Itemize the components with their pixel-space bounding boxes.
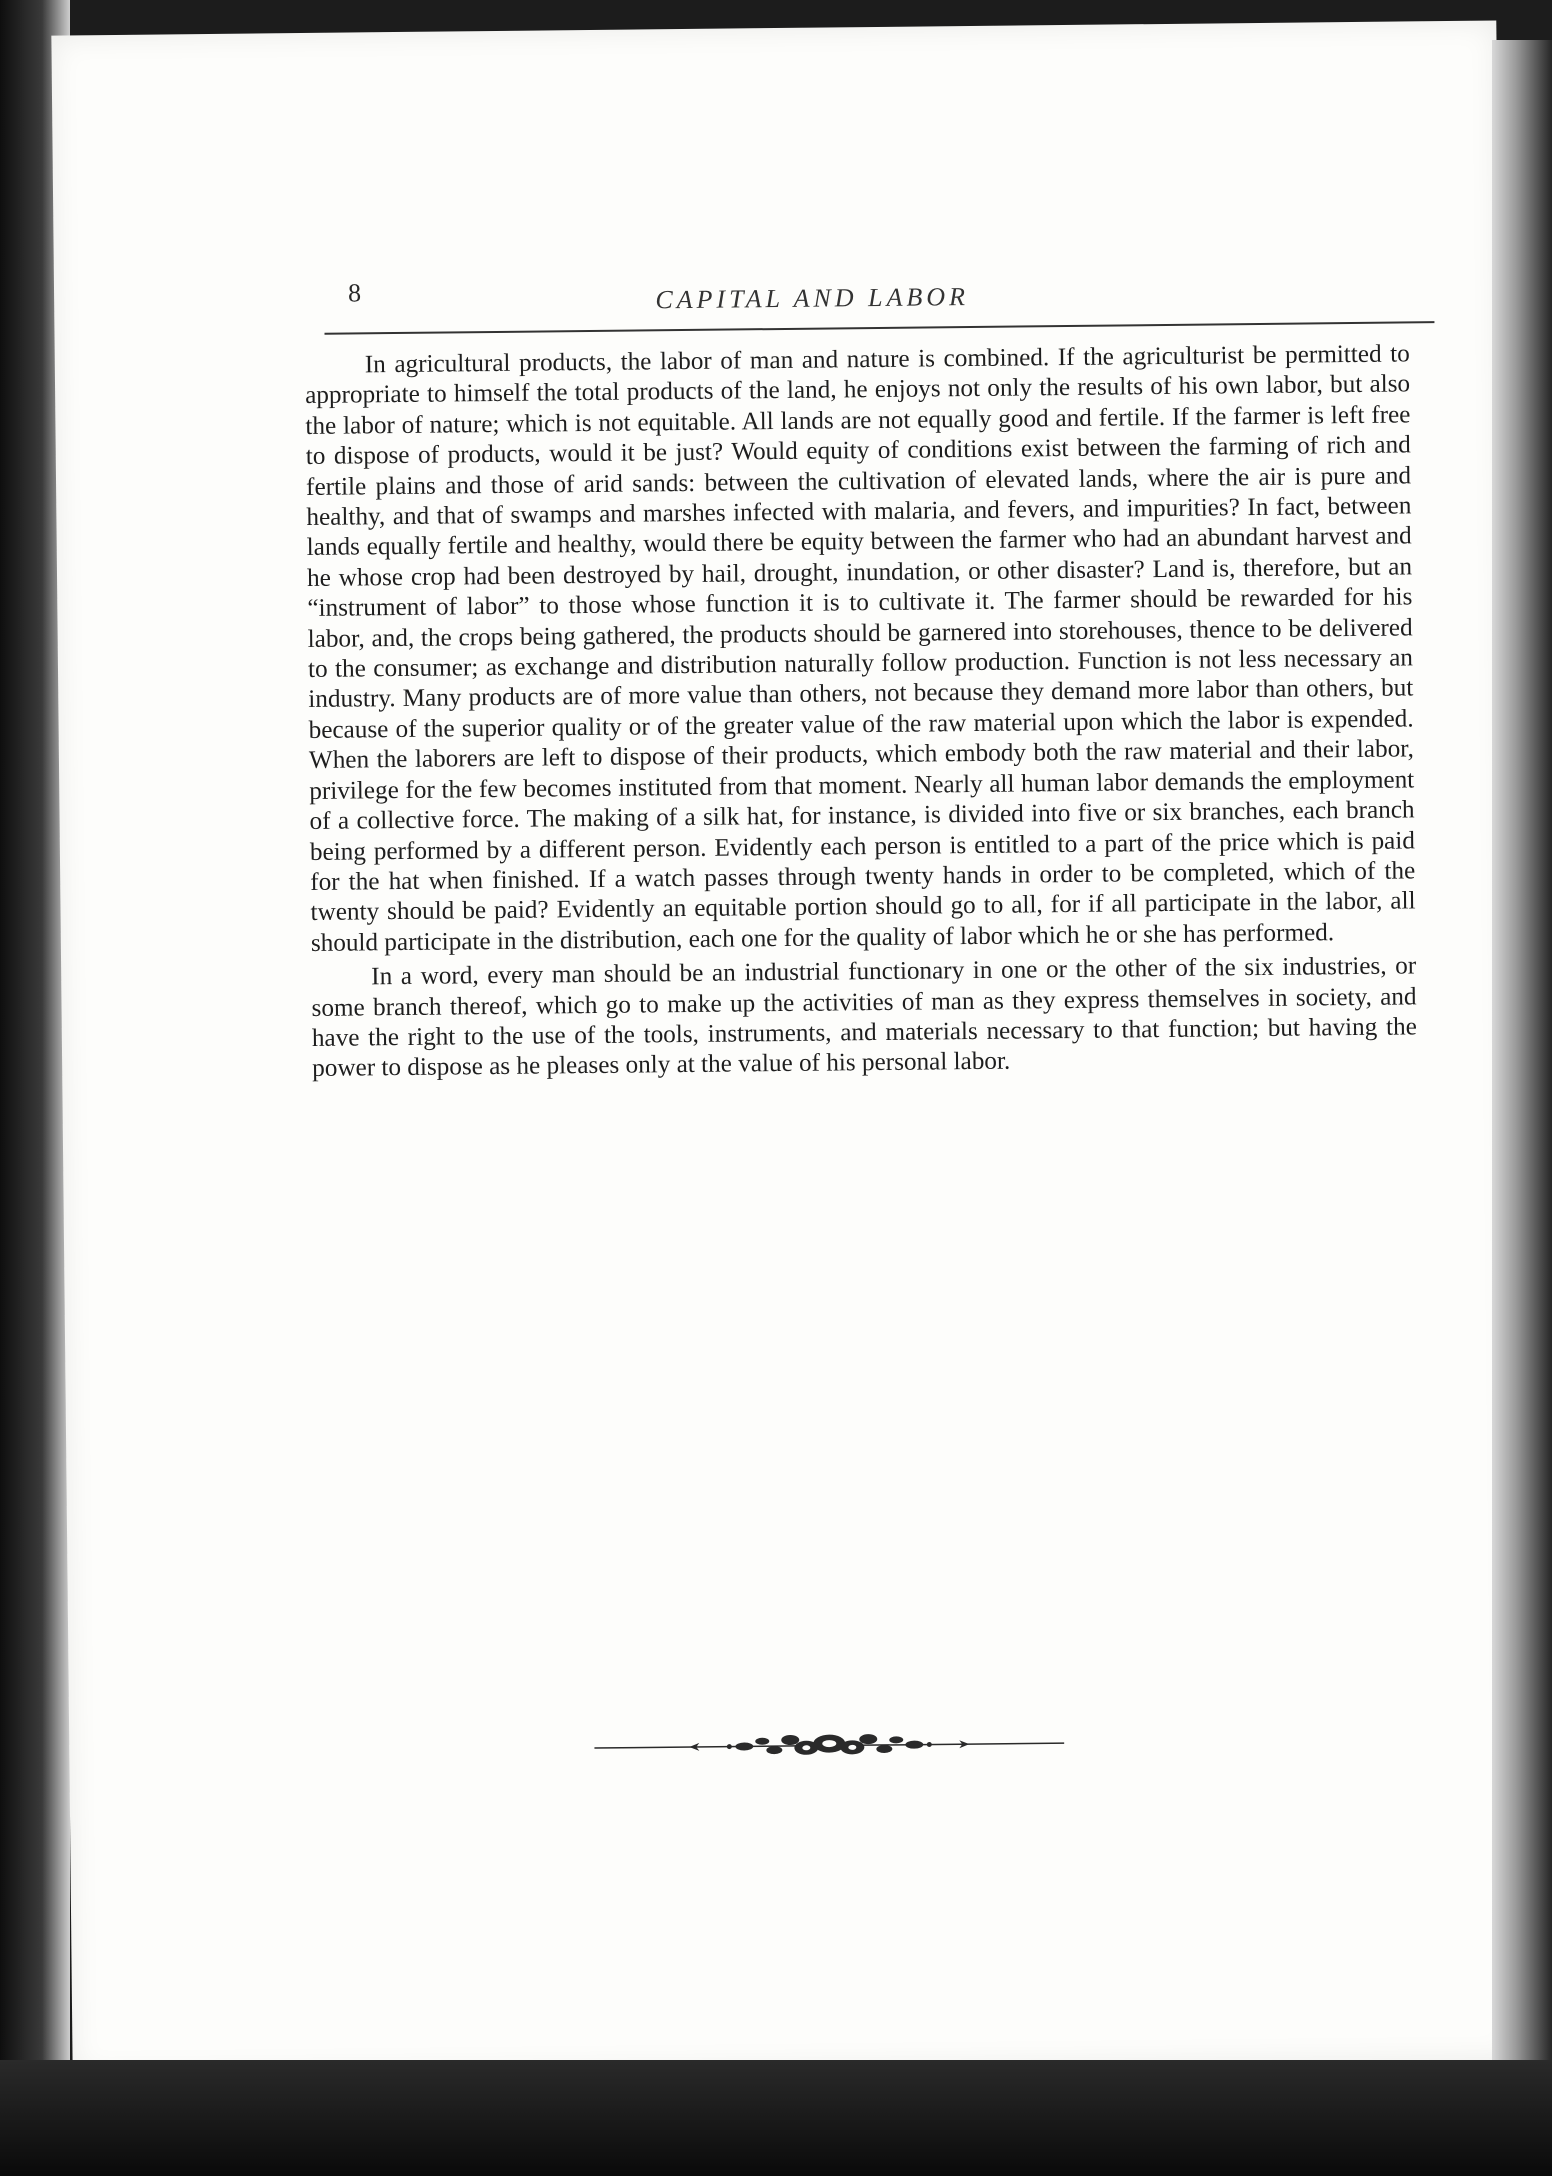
paragraph-1: In agricultural products, the labor of man and nature is combined. If the agriculturist be permitted to appropriate to himself the total products of the land, he enjoys not only the results of his own labor, but also the labor of nature; which is not equitable. All lands are not equally good and fertile. If the farmer is left free to dispose of products, would it be just? Would equity of conditions exist between the farming of rich and fertile plains and those of arid sands: between the cultivation of elevated lands, where the air is pure and healthy, and that of swamps and marshes infected with malaria, and fevers, and impurities? In fact, between lands equally fertile and healthy, would there be equity between the farmer who had an abundant harvest and he whose crop had been destroyed by hail, drought, inundation, or other disaster? Land is, therefore, but an “instrument of labor” to those whose function it is to cultivate it. The farmer should be rewarded for his labor, and, the crops being gathered, the products should be garnered into storehouses, thence to be delivered to the consumer; as exchange and distribution naturally follow production. Function is not less necessary an industry. Many products are of more value than others, not because they demand more labor than others, but because of the superior quality or of the greater value of the raw material upon which the labor is expended. When the laborers are left to dispose of their products, which embody both the raw material and their labor, privilege for the few becomes instituted from that moment. Nearly all human labor demands the employment of a collective force. The making of a silk hat, for instance, is divided into five or six branches, each branch being performed by a different person. Evidently each person is entitled to a part of the price which is paid for the hat when finished. If a watch passes through twenty hands in order to be completed, which of the twenty should be paid? Evidently an equitable portion should go to all, for if all participate in the labor, all should participate in the distribution, each one for the quality of labor which he or she has performed. xyxy=(305,340,1416,957)
floral-tailpiece-icon xyxy=(594,1723,1064,1768)
paragraph-2: In a word, every man should be an industrial functionary in one or the other of the six industries, or some branch thereof, which go to make up the activities of man as they express themselves in society, and have the right to the use of the tools, instruments, and materials necessary to that function; but having the power to dispose as he pleases only at the value of his personal labor. xyxy=(311,952,1417,1083)
page-stack-edge xyxy=(1492,40,1552,2070)
running-title: CAPITAL AND LABOR xyxy=(655,282,970,315)
header-rule xyxy=(324,321,1434,335)
book-page xyxy=(51,20,1517,2075)
body-text xyxy=(305,339,1418,1084)
page-number: 8 xyxy=(347,278,362,308)
tailpiece-drawing xyxy=(594,1723,1064,1768)
scan-bottom-edge xyxy=(0,2060,1552,2176)
page-header xyxy=(262,244,1362,315)
